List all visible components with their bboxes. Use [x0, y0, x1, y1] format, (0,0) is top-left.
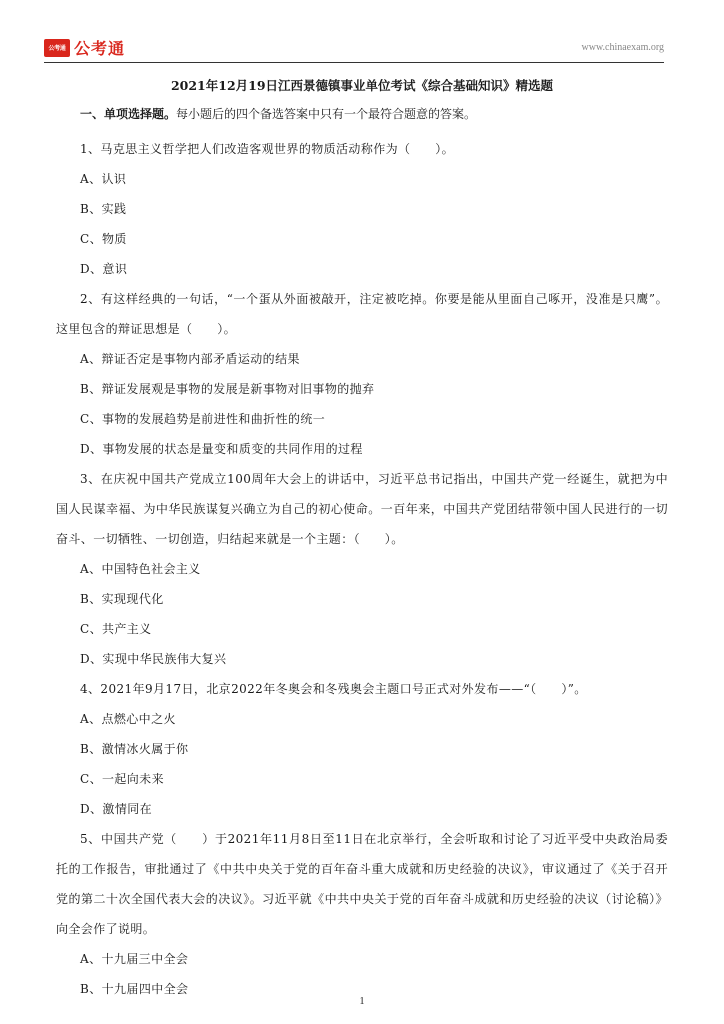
- question-2: 2、有这样经典的一句话，“一个蛋从外面被敲开，注定被吃掉。你要是能从里面自己啄开，没准是只鹰”。这里包含的辩证思想是（ ）。: [56, 292, 668, 336]
- document-body: [56, 76, 668, 1004]
- option-4c: C、一起向未来: [80, 772, 164, 786]
- page-header: [44, 34, 664, 64]
- site-url: www.chinaexam.org: [581, 42, 664, 53]
- option-3a: A、中国特色社会主义: [80, 562, 201, 576]
- option-1a: A、认识: [80, 172, 127, 186]
- logo-text: 公考通: [74, 39, 126, 58]
- page-number: 1: [359, 996, 365, 1007]
- option-3d: D、实现中华民族伟大复兴: [80, 652, 227, 666]
- option-2b: B、辩证发展观是事物的发展是新事物对旧事物的抛弃: [80, 382, 375, 396]
- section-instruction: 每小题后的四个备选答案中只有一个最符合题意的答案。: [176, 107, 477, 121]
- option-1c: C、物质: [80, 232, 127, 246]
- question-5: 5、中国共产党（ ）于2021年11月8日至11日在北京举行，全会听取和讨论了习近平受中央政治局委托的工作报告，审批通过了《中共中央关于党的百年奋斗重大成就和历史经验的决议》，审议通过了《关于召开党的第二十次全国代表大会的决议》。习近平就《中共中央关于党的百年奋斗成就和历史经验的决议（讨论稿）》向全会作了说明。: [56, 832, 668, 936]
- option-5b: B、十九届四中全会: [80, 982, 189, 996]
- question-1: 1、马克思主义哲学把人们改造客观世界的物质活动称作为（ ）。: [80, 142, 455, 156]
- option-3b: B、实现现代化: [80, 592, 164, 606]
- option-4a: A、点燃心中之火: [80, 712, 176, 726]
- section-heading: [80, 104, 668, 124]
- option-2c: C、事物的发展趋势是前进性和曲折性的统一: [80, 412, 326, 426]
- option-5a: A、十九届三中全会: [80, 952, 189, 966]
- document-title: 2021年12月19日江西景德镇事业单位考试《综合基础知识》精选题: [170, 78, 554, 93]
- logo-badge: 公考通: [44, 39, 70, 57]
- question-3: 3、在庆祝中国共产党成立100周年大会上的讲话中，习近平总书记指出，中国共产党一经诞生，就把为中国人民谋幸福、为中华民族谋复兴确立为自己的初心使命。一百年来，中国共产党团结带领中国人民进行的一切奋斗、一切牺牲、一切创造，归结起来就是一个主题：（ ）。: [56, 472, 668, 546]
- option-2a: A、辩证否定是事物内部矛盾运动的结果: [80, 352, 300, 366]
- question-4: 4、2021年9月17日，北京2022年冬奥会和冬残奥会主题口号正式对外发布——“（ ）”。: [80, 682, 587, 696]
- section-heading-label: 一、单项选择题。: [80, 107, 177, 121]
- header-divider: [44, 62, 664, 63]
- option-3c: C、共产主义: [80, 622, 152, 636]
- option-1d: D、意识: [80, 262, 128, 276]
- option-4d: D、激情同在: [80, 802, 153, 816]
- option-1b: B、实践: [80, 202, 127, 216]
- brand-logo: [44, 36, 125, 59]
- option-4b: B、激情冰火属于你: [80, 742, 189, 756]
- option-2d: D、事物发展的状态是量变和质变的共同作用的过程: [80, 442, 363, 456]
